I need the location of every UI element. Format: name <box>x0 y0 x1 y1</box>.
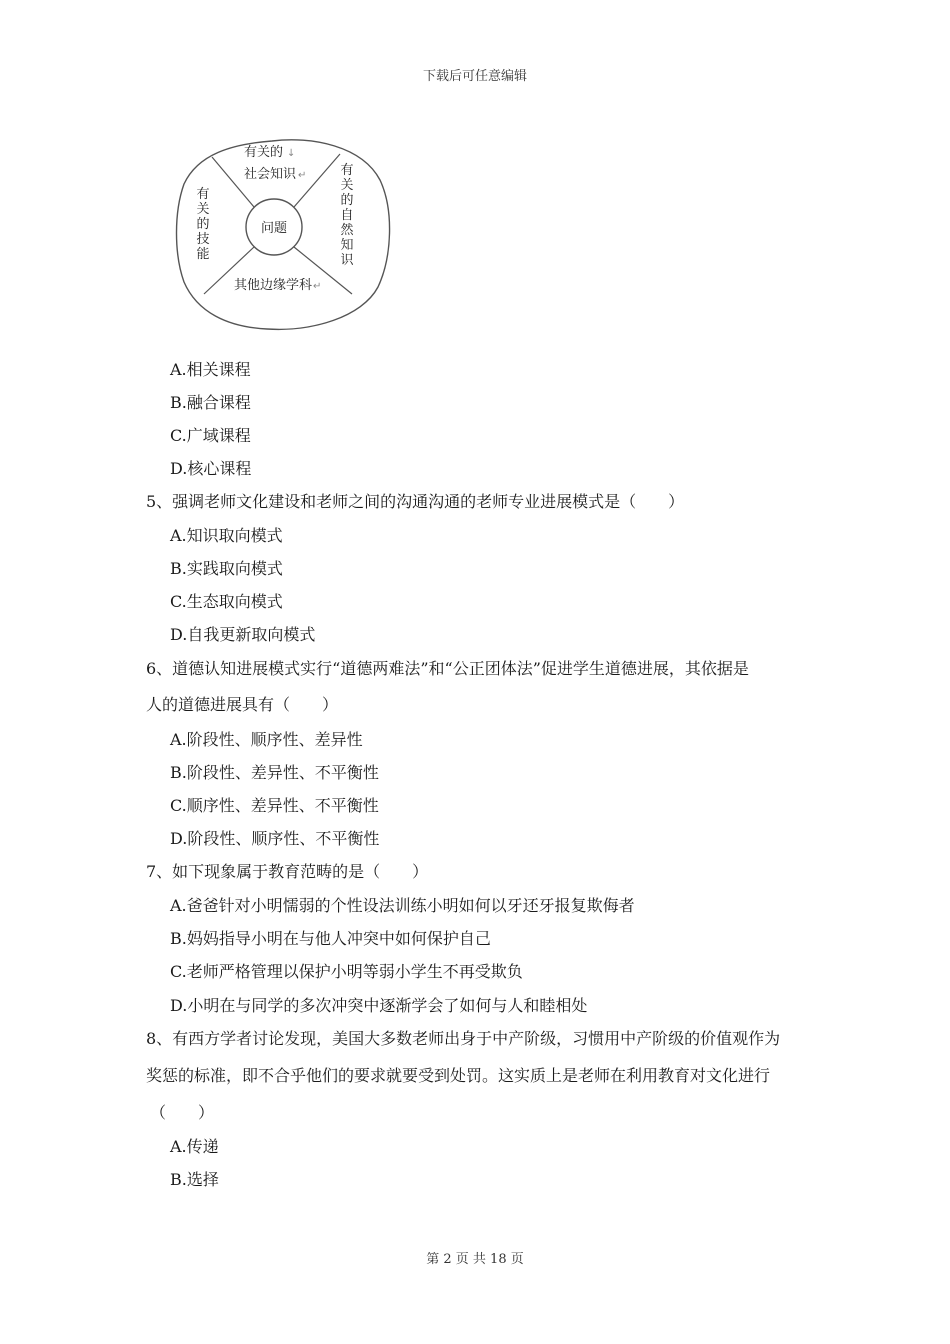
diagram-top-line1: 有关的 <box>244 145 284 160</box>
q8-stem-line1: 8、有西方学者讨论发现，美国大多数老师出身于中产阶级，习惯用中产阶级的价值观作为 <box>146 1029 781 1048</box>
q8-option-b: B.选择 <box>170 1170 219 1189</box>
diagram-vertical-char: 能 <box>196 247 210 262</box>
q8-stem-line2: 奖惩的标准，即不合乎他们的要求就要受到处罚。这实质上是老师在利用教育对文化进行 <box>146 1066 771 1085</box>
diagram-vertical-char: 关 <box>196 202 210 217</box>
curriculum-diagram <box>172 132 397 337</box>
diagram-vertical-char: 识 <box>340 253 354 268</box>
diagram-center-label: 问题 <box>260 221 288 236</box>
diagram-top-line2: 社会知识 <box>244 167 297 182</box>
q7-option-b: B.妈妈指导小明在与他人冲突中如何保护自己 <box>170 929 491 948</box>
diagram-vertical-char: 知 <box>340 238 354 253</box>
divider-top-left <box>212 157 254 207</box>
q7-stem: 7、如下现象属于教育范畴的是（ ） <box>146 862 429 881</box>
q5-option-d: D.自我更新取向模式 <box>170 625 316 644</box>
q7-option-d: D.小明在与同学的多次冲突中逐渐学会了如何与人和睦相处 <box>170 996 588 1015</box>
q6-option-c: C.顺序性、差异性、不平衡性 <box>170 796 379 815</box>
diagram-bottom-label: 其他边缘学科 <box>234 278 313 293</box>
return-mark: ↵ <box>313 281 322 292</box>
page-header: 下载后可任意编辑 <box>422 69 527 84</box>
q6-option-d: D.阶段性、顺序性、不平衡性 <box>170 829 380 848</box>
page-footer: 第 2 页 共 18 页 <box>426 1252 524 1267</box>
q5-option-b: B.实践取向模式 <box>170 559 283 578</box>
q8-option-a: A.传递 <box>170 1137 219 1156</box>
q6-stem-line1: 6、道德认知进展模式实行“道德两难法”和“公正团体法”促进学生道德进展，其依据是 <box>146 659 749 678</box>
q5-stem: 5、强调老师文化建设和老师之间的沟通沟通的老师专业进展模式是（ ） <box>146 492 685 511</box>
return-mark: ↵ <box>298 170 307 181</box>
return-mark: ↓ <box>287 148 296 159</box>
diagram-vertical-char: 有 <box>340 163 354 178</box>
diagram-vertical-char: 关 <box>340 178 354 193</box>
diagram-vertical-char: 技 <box>196 232 210 247</box>
diagram-vertical-char: 自 <box>340 208 354 223</box>
q6-option-a: A.阶段性、顺序性、差异性 <box>170 730 363 749</box>
q4-option-c: C.广域课程 <box>170 426 251 445</box>
q5-option-c: C.生态取向模式 <box>170 592 283 611</box>
diagram-right-label <box>340 163 354 268</box>
q4-option-a: A.相关课程 <box>170 360 251 379</box>
q6-option-b: B.阶段性、差异性、不平衡性 <box>170 763 379 782</box>
diagram-vertical-char: 的 <box>340 193 354 208</box>
diagram-vertical-char: 然 <box>340 223 354 238</box>
diagram-vertical-char: 的 <box>196 217 210 232</box>
q4-option-d: D.核心课程 <box>170 459 252 478</box>
q8-stem-line3: （ ） <box>150 1103 215 1122</box>
q6-stem-line2: 人的道德进展具有（ ） <box>146 695 339 714</box>
q7-option-a: A.爸爸针对小明懦弱的个性设法训练小明如何以牙还牙报复欺侮者 <box>170 896 635 915</box>
q7-option-c: C.老师严格管理以保护小明等弱小学生不再受欺负 <box>170 962 523 981</box>
q5-option-a: A.知识取向模式 <box>170 526 283 545</box>
diagram-left-label <box>196 187 209 262</box>
diagram-vertical-char: 有 <box>196 187 210 202</box>
q4-option-b: B.融合课程 <box>170 393 251 412</box>
